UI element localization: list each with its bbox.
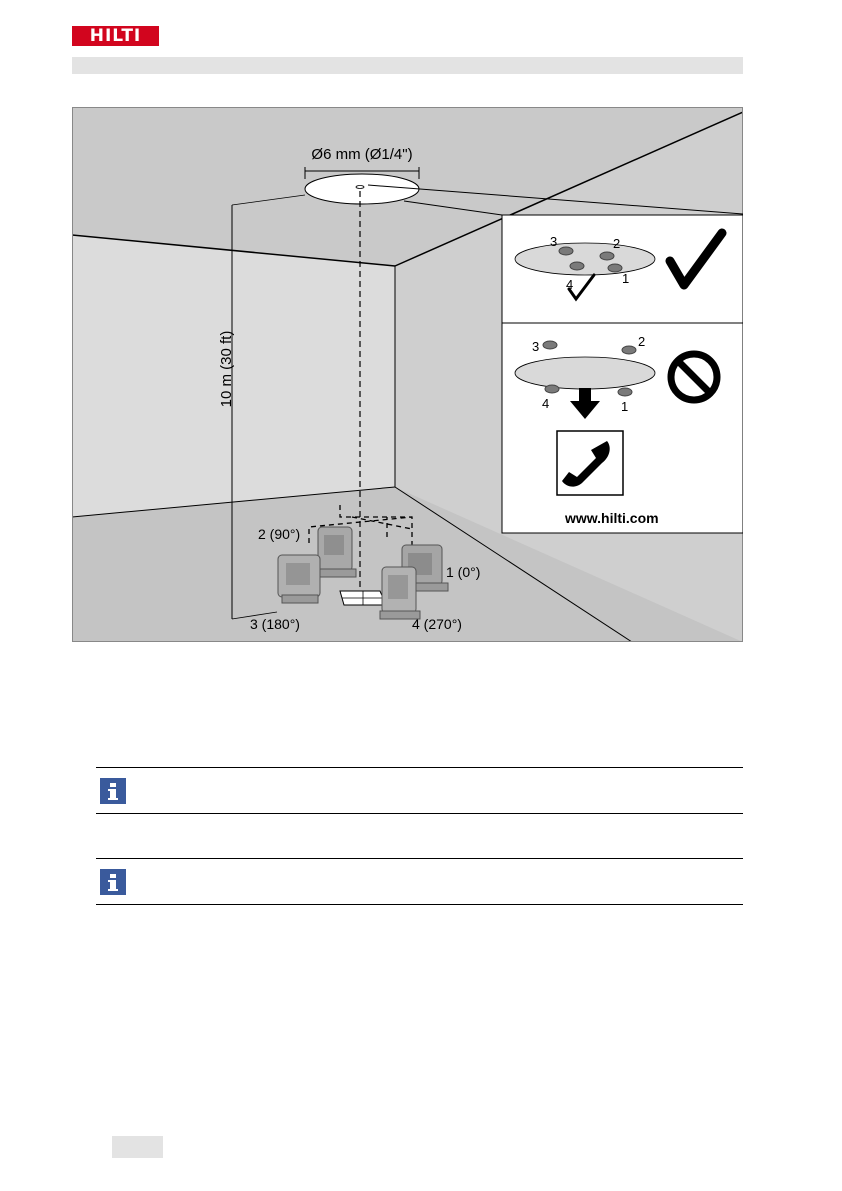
info-icon [100, 869, 126, 895]
page-number-box [112, 1136, 163, 1158]
svg-text:2: 2 [613, 236, 621, 251]
phone-icon [557, 431, 623, 495]
info-icon [100, 778, 126, 804]
svg-text:1: 1 [621, 399, 629, 414]
device-position-3 [278, 555, 320, 603]
svg-text:3: 3 [532, 339, 540, 354]
room-illustration [72, 107, 743, 642]
info-note-1 [96, 767, 743, 814]
label-position-3: 3 (180°) [250, 616, 300, 632]
inset-within-tolerance [502, 215, 743, 323]
diameter-label: Ø6 mm (Ø1/4") [311, 146, 413, 163]
hilti-url: www.hilti.com [565, 510, 659, 526]
label-position-1: 1 (0°) [446, 564, 481, 580]
svg-text:3: 3 [550, 234, 558, 249]
header-bar [72, 57, 743, 74]
svg-text:4: 4 [542, 396, 550, 411]
figure-plumb-check [72, 107, 743, 642]
svg-text:4: 4 [566, 277, 574, 292]
height-label: 10 m (30 ft) [218, 330, 235, 408]
info-note-2 [96, 858, 743, 905]
label-position-2: 2 (90°) [258, 526, 301, 542]
ceiling-target [305, 174, 419, 204]
svg-text:2: 2 [638, 334, 646, 349]
inset-out-of-tolerance [502, 323, 743, 533]
svg-text:1: 1 [622, 271, 630, 286]
device-position-4 [380, 567, 420, 619]
label-position-4: 4 (270°) [412, 616, 462, 632]
hilti-logo: HILTI [72, 26, 159, 46]
